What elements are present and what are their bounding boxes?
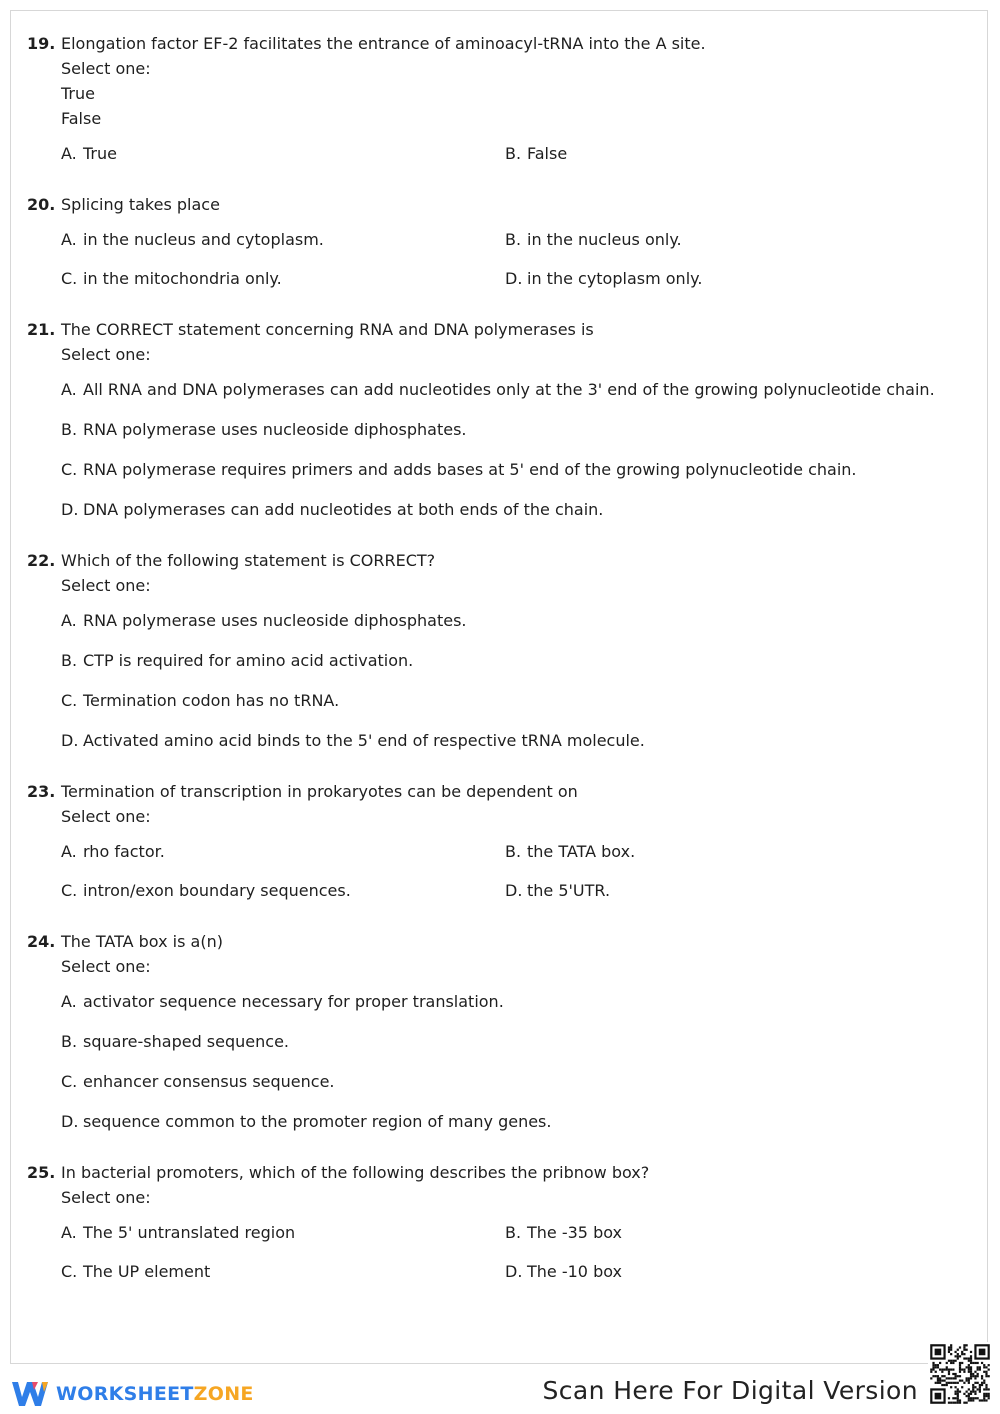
question-prompt: Termination of transcription in prokaryotes can be dependent on xyxy=(61,782,578,801)
option-text: sequence common to the promoter region of many genes. xyxy=(83,1112,552,1131)
option-text: in the nucleus and cytoplasm. xyxy=(83,230,324,249)
option-letter: B. xyxy=(505,1223,522,1242)
option-letter: A. xyxy=(61,230,77,249)
question-number: 25. xyxy=(27,1163,56,1182)
answer-option-c[interactable] xyxy=(61,688,973,713)
worksheetzone-logo[interactable] xyxy=(10,1378,254,1410)
option-letter: D. xyxy=(505,1262,523,1281)
answer-options xyxy=(61,839,973,903)
answer-option-d[interactable] xyxy=(505,266,949,291)
answer-option-c[interactable] xyxy=(61,1069,973,1094)
answer-option-c[interactable] xyxy=(61,878,505,903)
option-letter: B. xyxy=(61,420,78,439)
worksheet-border xyxy=(10,10,988,1364)
option-text: rho factor. xyxy=(83,842,165,861)
answer-option-a[interactable] xyxy=(61,227,505,252)
question-text xyxy=(61,192,973,217)
question-line: False xyxy=(61,109,102,128)
question-text xyxy=(61,929,973,979)
question-prompt: The CORRECT statement concerning RNA and DNA polymerases is xyxy=(61,320,594,339)
option-letter: B. xyxy=(505,230,522,249)
question-list xyxy=(27,31,973,1310)
question-text xyxy=(61,779,973,829)
answer-option-d[interactable] xyxy=(505,1259,949,1284)
question-25 xyxy=(27,1160,973,1284)
question-line: Select one: xyxy=(61,807,151,826)
answer-option-d[interactable] xyxy=(61,728,973,753)
question-text xyxy=(61,1160,973,1210)
question-stem xyxy=(27,1160,973,1210)
option-letter: D. xyxy=(61,731,79,750)
option-text: DNA polymerases can add nucleotides at both ends of the chain. xyxy=(83,500,604,519)
answer-option-b[interactable] xyxy=(505,839,949,864)
answer-options xyxy=(61,608,973,753)
option-text: The 5' untranslated region xyxy=(83,1223,296,1242)
option-letter: B. xyxy=(505,144,522,163)
answer-option-c[interactable] xyxy=(61,1259,505,1284)
option-letter: A. xyxy=(61,842,77,861)
answer-option-a[interactable] xyxy=(61,1220,505,1245)
question-number: 24. xyxy=(27,932,56,951)
question-prompt: Splicing takes place xyxy=(61,195,220,214)
answer-option-a[interactable] xyxy=(61,989,973,1014)
option-letter: C. xyxy=(61,1262,78,1281)
question-20 xyxy=(27,192,973,291)
question-line: Select one: xyxy=(61,957,151,976)
option-text: RNA polymerase uses nucleoside diphosphates. xyxy=(83,420,467,439)
option-text: the TATA box. xyxy=(527,842,636,861)
option-letter: A. xyxy=(61,144,77,163)
qr-code-icon[interactable] xyxy=(928,1342,992,1406)
answer-options xyxy=(61,989,973,1134)
answer-options xyxy=(61,141,973,166)
answer-option-a[interactable] xyxy=(61,608,973,633)
option-text: Termination codon has no tRNA. xyxy=(83,691,340,710)
option-letter: C. xyxy=(61,1072,78,1091)
answer-option-b[interactable] xyxy=(61,417,973,442)
answer-option-c[interactable] xyxy=(61,457,973,482)
option-text: in the nucleus only. xyxy=(527,230,682,249)
option-letter: C. xyxy=(61,691,78,710)
option-text: square-shaped sequence. xyxy=(83,1032,289,1051)
option-text: activator sequence necessary for proper translation. xyxy=(83,992,504,1011)
answer-option-b[interactable] xyxy=(505,227,949,252)
answer-options xyxy=(61,227,973,291)
option-text: CTP is required for amino acid activation. xyxy=(83,651,414,670)
answer-option-c[interactable] xyxy=(61,266,505,291)
option-text: The -10 box xyxy=(527,1262,622,1281)
question-text xyxy=(61,317,973,367)
question-22 xyxy=(27,548,973,753)
question-number: 20. xyxy=(27,195,56,214)
question-prompt: Which of the following statement is CORRECT? xyxy=(61,551,436,570)
logo-w-icon xyxy=(10,1378,50,1410)
option-text: intron/exon boundary sequences. xyxy=(83,881,351,900)
answer-option-b[interactable] xyxy=(505,1220,949,1245)
option-text: False xyxy=(527,144,568,163)
option-text: Activated amino acid binds to the 5' end of respective tRNA molecule. xyxy=(83,731,645,750)
question-line: Select one: xyxy=(61,345,151,364)
answer-option-d[interactable] xyxy=(505,878,949,903)
logo-text-zone: ZONE xyxy=(193,1383,254,1405)
question-21 xyxy=(27,317,973,522)
option-text: All RNA and DNA polymerases can add nucleotides only at the 3' end of the growing polynucleotide chain. xyxy=(83,380,935,399)
footer xyxy=(0,1364,1000,1414)
question-19 xyxy=(27,31,973,166)
question-stem xyxy=(27,779,973,829)
question-text xyxy=(61,31,973,131)
option-letter: D. xyxy=(61,1112,79,1131)
answer-option-a[interactable] xyxy=(61,141,505,166)
answer-option-d[interactable] xyxy=(61,497,973,522)
question-23 xyxy=(27,779,973,903)
answer-option-b[interactable] xyxy=(61,1029,973,1054)
question-24 xyxy=(27,929,973,1134)
option-letter: A. xyxy=(61,992,77,1011)
question-line: Select one: xyxy=(61,1188,151,1207)
question-line: True xyxy=(61,84,95,103)
option-letter: C. xyxy=(61,269,78,288)
question-prompt: Elongation factor EF-2 facilitates the entrance of aminoacyl-tRNA into the A site. xyxy=(61,34,706,53)
option-letter: D. xyxy=(505,269,523,288)
option-text: enhancer consensus sequence. xyxy=(83,1072,335,1091)
option-text: the 5'UTR. xyxy=(527,881,611,900)
answer-options xyxy=(61,1220,973,1284)
question-number: 23. xyxy=(27,782,56,801)
option-text: RNA polymerase requires primers and adds bases at 5' end of the growing polynucleotide chain. xyxy=(83,460,857,479)
question-stem xyxy=(27,929,973,979)
question-prompt: In bacterial promoters, which of the following describes the pribnow box? xyxy=(61,1163,650,1182)
option-text: in the cytoplasm only. xyxy=(527,269,703,288)
option-letter: C. xyxy=(61,881,78,900)
option-letter: D. xyxy=(505,881,523,900)
scan-caption: Scan Here For Digital Version xyxy=(542,1376,918,1405)
answer-option-a[interactable] xyxy=(61,839,505,864)
answer-option-a[interactable] xyxy=(61,377,973,402)
option-text: The -35 box xyxy=(527,1223,622,1242)
answer-option-d[interactable] xyxy=(61,1109,973,1134)
question-number: 19. xyxy=(27,34,56,53)
option-letter: A. xyxy=(61,611,77,630)
question-number: 21. xyxy=(27,320,56,339)
answer-options xyxy=(61,377,973,522)
option-text: RNA polymerase uses nucleoside diphosphates. xyxy=(83,611,467,630)
option-text: True xyxy=(83,144,117,163)
logo-text-worksheet: WORKSHEET xyxy=(56,1383,194,1405)
option-letter: A. xyxy=(61,380,77,399)
question-stem xyxy=(27,192,973,217)
option-letter: C. xyxy=(61,460,78,479)
question-line: Select one: xyxy=(61,59,151,78)
answer-option-b[interactable] xyxy=(61,648,973,673)
question-stem xyxy=(27,317,973,367)
option-letter: A. xyxy=(61,1223,77,1242)
option-text: in the mitochondria only. xyxy=(83,269,282,288)
option-letter: B. xyxy=(61,1032,78,1051)
question-text xyxy=(61,548,973,598)
option-text: The UP element xyxy=(83,1262,211,1281)
option-letter: D. xyxy=(61,500,79,519)
question-stem xyxy=(27,548,973,598)
option-letter: B. xyxy=(61,651,78,670)
option-letter: B. xyxy=(505,842,522,861)
question-number: 22. xyxy=(27,551,56,570)
question-line: Select one: xyxy=(61,576,151,595)
logo-text xyxy=(56,1383,254,1405)
answer-option-b[interactable] xyxy=(505,141,949,166)
question-prompt: The TATA box is a(n) xyxy=(61,932,223,951)
question-stem xyxy=(27,31,973,131)
